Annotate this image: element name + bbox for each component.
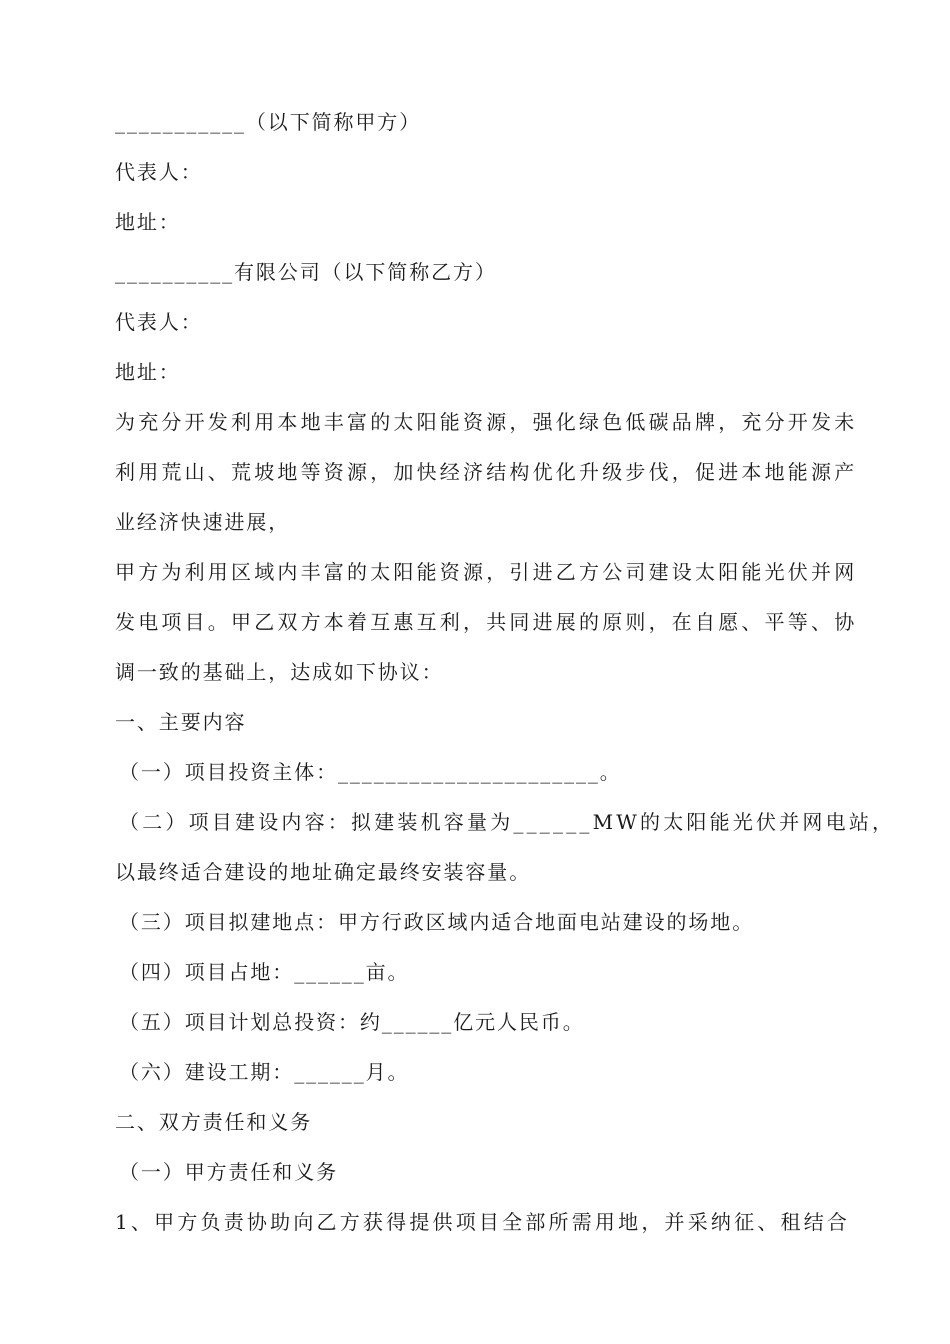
clause-item: （六）建设工期：______月。 (119, 1060, 410, 1084)
clause-item: （五）项目计划总投资：约______亿元人民币。 (119, 1010, 585, 1034)
party-b-representative: 代表人： (115, 310, 203, 334)
clause-item: （四）项目占地：______亩。 (119, 960, 410, 984)
preamble-line: 为充分开发利用本地丰富的太阳能资源，强化绿色低碳品牌，充分开发未 (115, 410, 858, 434)
preamble-line: 甲方为利用区域内丰富的太阳能资源，引进乙方公司建设太阳能光伏并网 (115, 560, 858, 584)
party-b-address: 地址： (115, 360, 181, 384)
party-a-line: ___________（以下简称甲方） (115, 110, 422, 134)
section-heading: 一、主要内容 (115, 710, 247, 734)
clause-item: （二）项目建设内容：拟建装机容量为______MW的太阳能光伏并网电站， (119, 810, 896, 834)
section-heading: 二、双方责任和义务 (115, 1110, 313, 1134)
clause-item: （一）项目投资主体：______________________。 (119, 760, 622, 784)
party-a-address: 地址： (115, 210, 181, 234)
preamble-line: 利用荒山、荒坡地等资源，加快经济结构优化升级步伐，促进本地能源产 (115, 460, 858, 484)
preamble-line: 业经济快速进展， (115, 510, 291, 534)
preamble-line: 调一致的基础上，达成如下协议： (115, 660, 444, 684)
clause-item: 1、甲方负责协助向乙方获得提供项目全部所需用地，并采纳征、租结合 (115, 1210, 851, 1234)
clause-item: 以最终适合建设的地址确定最终安装容量。 (115, 860, 532, 884)
party-a-representative: 代表人： (115, 160, 203, 184)
preamble-line: 发电项目。甲乙双方本着互惠互利，共同进展的原则，在自愿、平等、协 (115, 610, 858, 634)
subsection-heading: （一）甲方责任和义务 (119, 1160, 338, 1184)
party-b-line: __________有限公司（以下简称乙方） (115, 260, 497, 284)
clause-item: （三）项目拟建地点：甲方行政区域内适合地面电站建设的场地。 (119, 910, 755, 934)
